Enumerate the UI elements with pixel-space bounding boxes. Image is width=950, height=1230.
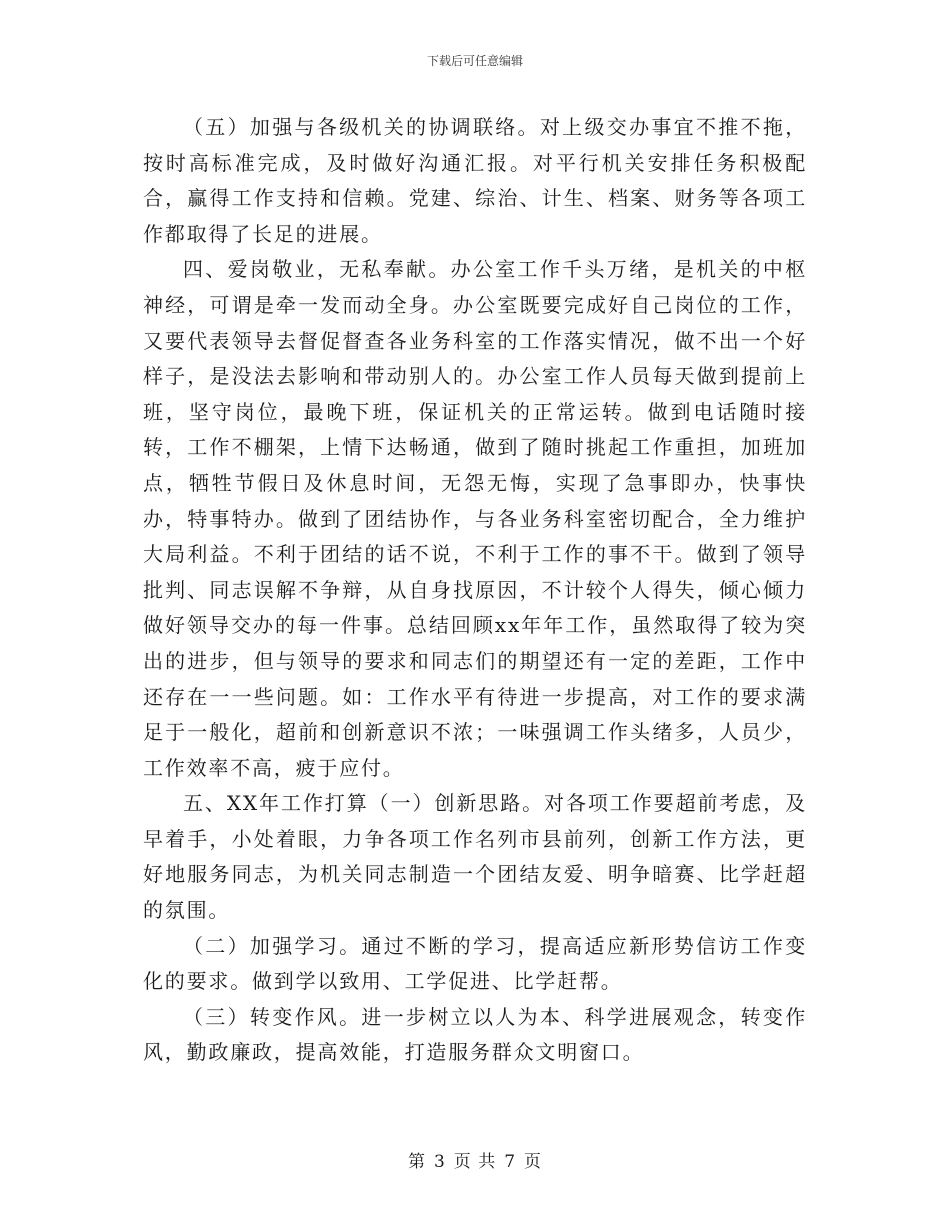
footer-prefix: 第 [407,1152,426,1172]
page-header: 下载后可任意编辑 [426,54,523,68]
current-page-number: 3 [433,1152,446,1172]
paragraph-dedication: 四、爱岗敬业，无私奉献。办公室工作千头万绪，是机关的中枢神经，可谓是牵一发而动全身。办公室既要完成好自己岗位的工作，又要代表领导去督促督查各业务科室的工作落实情况，做不出一个好样子，是没法去影响和带动别人的。办公室工作人员每天做到提前上班，坚守岗位，最晚下班，保证机关的正常运转。做到电话随时接转，工作不棚架，上情下达畅通，做到了随时挑起工作重担，加班加点，牺牲节假日及休息时间，无怨无悔，实现了急事即办，快事快办，特事特办。做到了团结协作，与各业务科室密切配合，全力维护大局利益。不利于团结的话不说，不利于工作的事不干。做到了领导批判、同志误解不争辩，从自身找原因，不计较个人得失，倾心倾力做好领导交办的每一件事。总结回顾xx年年工作，虽然取得了较为突出的进步，但与领导的要求和同志们的期望还有一定的差距，工作中还存在一一些问题。如：工作水平有待进一步提高，对工作的要求满足于一般化，超前和创新意识不浓；一味强调工作头绪多，人员少，工作效率不高，疲于应付。 [143,257,807,780]
paragraph-coordination: （五）加强与各级机关的协调联络。对上级交办事宜不推不拖，按时高标准完成，及时做好沟通汇报。对平行机关安排任务积极配合，赢得工作支持和信赖。党建、综治、计生、档案、财务等各项工作都取得了长足的进展。 [143,115,807,246]
footer-middle: 页 共 [453,1152,497,1172]
paragraph-work-style: （三）转变作风。进一步树立以人为本、科学进展观念，转变作风，勤政廉政，提高效能，打造服务群众文明窗口。 [143,1004,807,1065]
paragraph-work-plan: 五、XX年工作打算（一）创新思路。对各项工作要超前考虑，及早着手，小处着眼，力争各项工作名列市县前列，创新工作方法，更好地服务同志，为机关同志制造一个团结友爱、明争暗赛、比学赶超的氛围。 [143,791,807,923]
paragraph-study: （二）加强学习。通过不断的学习，提高适应新形势信访工作变化的要求。做到学以致用、工学促进、比学赶帮。 [143,933,807,994]
page-footer [0,1150,950,1174]
footer-suffix: 页 [524,1152,543,1172]
document-body [143,110,807,1071]
total-pages-number: 7 [504,1152,517,1172]
